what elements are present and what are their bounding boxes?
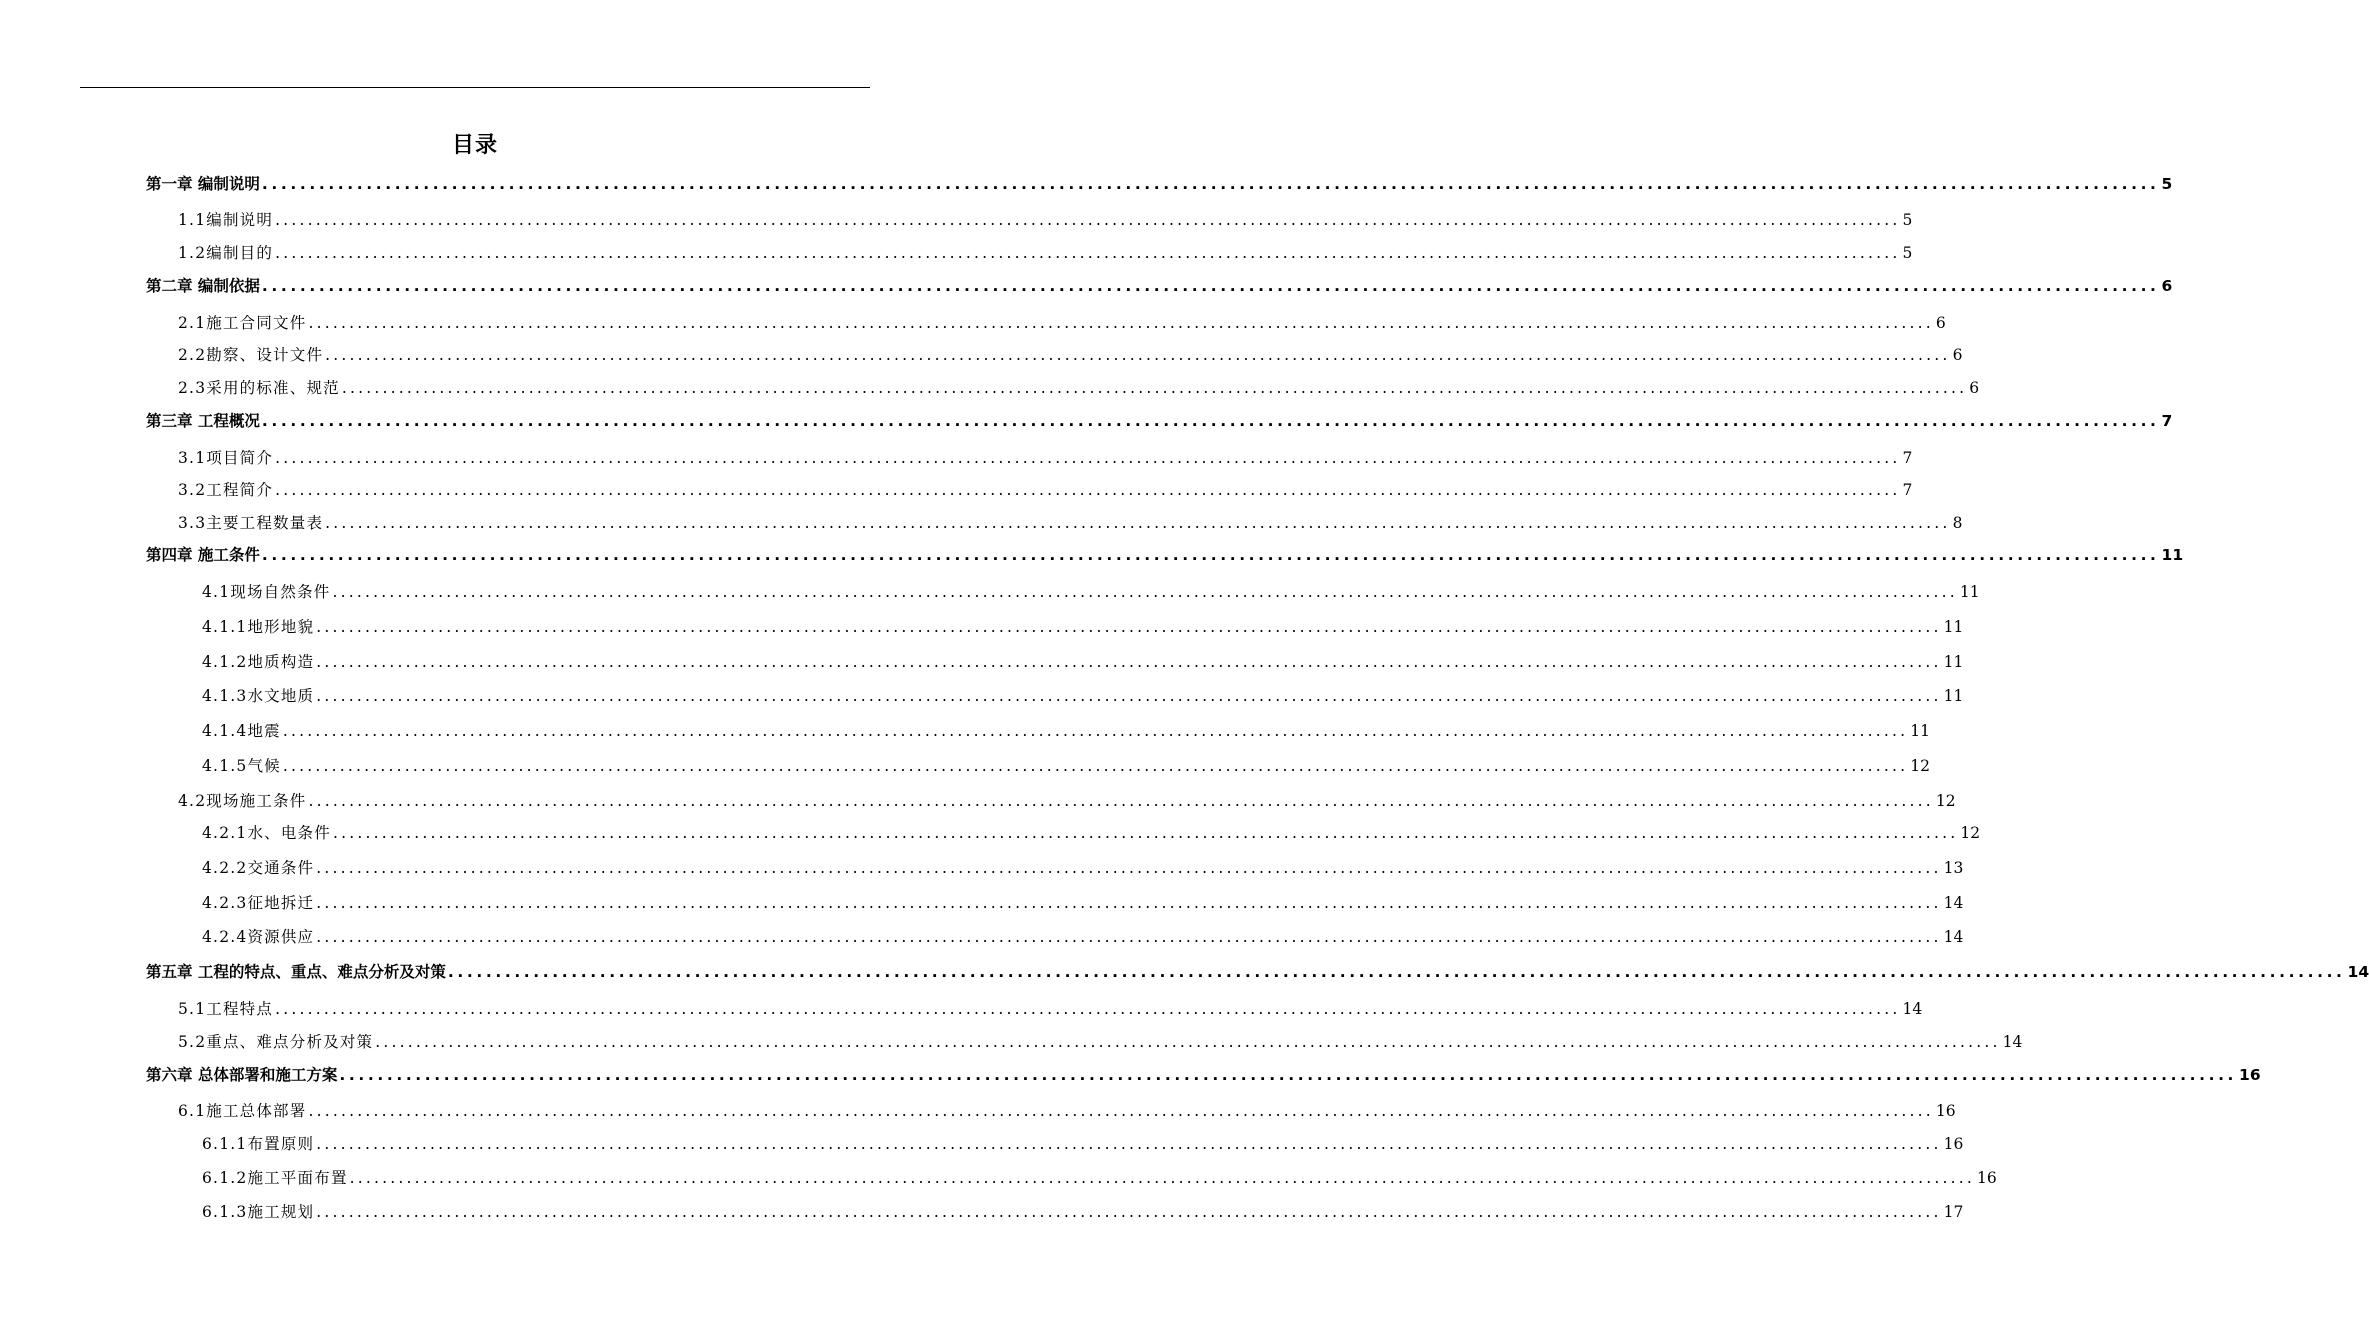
toc-leader-dots: ........................................................................................................................................................................................................	[339, 1066, 2238, 1084]
toc-entry-page-number: 7	[1902, 449, 1913, 467]
toc-entry[interactable]	[178, 446, 1913, 468]
toc-leader-dots: ........................................................................................................................................................................................................	[275, 211, 1901, 229]
toc-entry[interactable]	[178, 208, 1913, 230]
toc-entry-page-number: 16	[1935, 1102, 1956, 1120]
toc-leader-dots: ........................................................................................................................................................................................................	[332, 824, 1959, 842]
toc-leader-dots: ........................................................................................................................................................................................................	[316, 687, 1942, 705]
toc-entry-label: 第三章 工程概况	[146, 412, 260, 430]
toc-entry-label: 6.1.3施工规划	[202, 1203, 315, 1221]
toc-entry-page-number: 14	[2002, 1033, 2023, 1051]
toc-entry-page-number: 7	[1902, 481, 1913, 499]
toc-entry-page-number: 16	[2239, 1066, 2261, 1084]
toc-entry-page-number: 12	[1935, 792, 1956, 810]
toc-entry-label: 2.1施工合同文件	[178, 314, 307, 332]
toc-leader-dots: ........................................................................................................................................................................................................	[341, 379, 1968, 397]
toc-leader-dots: ........................................................................................................................................................................................................	[375, 1033, 2001, 1051]
toc-entry[interactable]	[146, 274, 2173, 296]
toc-entry-page-number: 14	[2347, 963, 2369, 981]
toc-entry-label: 4.1.4地震	[202, 722, 281, 740]
toc-entry-page-number: 11	[1943, 687, 1964, 705]
toc-leader-dots: ........................................................................................................................................................................................................	[261, 277, 2160, 295]
toc-entry-page-number: 14	[1902, 1000, 1923, 1018]
toc-entry[interactable]	[178, 376, 1980, 398]
toc-leader-dots: ........................................................................................................................................................................................................	[349, 1169, 1976, 1187]
toc-entry-label: 4.1.5气候	[202, 757, 281, 775]
toc-leader-dots: ........................................................................................................................................................................................................	[282, 722, 1909, 740]
toc-entry-label: 4.2.1水、电条件	[202, 824, 331, 842]
toc-entry[interactable]	[202, 684, 1964, 706]
toc-entry-page-number: 16	[1977, 1169, 1997, 1187]
toc-entry-page-number: 16	[1943, 1135, 1964, 1153]
toc-leader-dots: ........................................................................................................................................................................................................	[275, 449, 1901, 467]
toc-entry-label: 3.3主要工程数量表	[178, 514, 324, 532]
toc-entry-label: 第一章 编制说明	[146, 175, 260, 193]
toc-leader-dots: ........................................................................................................................................................................................................	[316, 859, 1942, 877]
toc-leader-dots: ........................................................................................................................................................................................................	[261, 175, 2160, 193]
toc-leader-dots: ........................................................................................................................................................................................................	[275, 481, 1901, 499]
toc-entry[interactable]	[178, 789, 1956, 811]
toc-leader-dots: ........................................................................................................................................................................................................	[325, 514, 1951, 532]
toc-entry-page-number: 14	[1943, 894, 1964, 912]
toc-entry-label: 4.2.2交通条件	[202, 859, 315, 877]
toc-entry[interactable]	[202, 1132, 1964, 1154]
toc-entry-page-number: 11	[1943, 618, 1964, 636]
toc-entry-page-number: 7	[2161, 412, 2173, 430]
toc-entry[interactable]	[178, 311, 1946, 333]
toc-entry[interactable]	[202, 821, 1981, 843]
toc-entry[interactable]	[178, 241, 1913, 263]
toc-entry-label: 4.1.2地质构造	[202, 653, 315, 671]
toc-entry-label: 第二章 编制依据	[146, 277, 260, 295]
toc-entry-page-number: 11	[2161, 546, 2184, 564]
toc-entry[interactable]	[178, 511, 1963, 533]
toc-entry[interactable]	[146, 1063, 2261, 1085]
toc-entry[interactable]	[178, 478, 1913, 500]
toc-entry-label: 第五章 工程的特点、重点、难点分析及对策	[146, 963, 446, 981]
toc-entry[interactable]	[202, 615, 1964, 637]
toc-entry-page-number: 12	[1910, 757, 1930, 775]
toc-entry-page-number: 12	[1960, 824, 1981, 842]
toc-entry-label: 3.2工程简介	[178, 481, 274, 499]
toc-leader-dots: ........................................................................................................................................................................................................	[316, 653, 1942, 671]
toc-entry-page-number: 6	[1969, 379, 1980, 397]
toc-entry-page-number: 6	[1935, 314, 1946, 332]
toc-leader-dots: ........................................................................................................................................................................................................	[325, 346, 1951, 364]
toc-entry-label: 4.2现场施工条件	[178, 792, 307, 810]
toc-leader-dots: ........................................................................................................................................................................................................	[275, 1000, 1901, 1018]
toc-leader-dots: ........................................................................................................................................................................................................	[275, 244, 1901, 262]
toc-entry-label: 2.2勘察、设计文件	[178, 346, 324, 364]
toc-entry-label: 6.1.1布置原则	[202, 1135, 315, 1153]
toc-leader-dots: ........................................................................................................................................................................................................	[316, 1135, 1942, 1153]
toc-entry-page-number: 5	[2161, 175, 2173, 193]
toc-entry-label: 6.1施工总体部署	[178, 1102, 307, 1120]
toc-entry-page-number: 8	[1952, 514, 1963, 532]
toc-leader-dots: ........................................................................................................................................................................................................	[261, 412, 2160, 430]
toc-entry[interactable]	[146, 172, 2173, 194]
toc-entry-label: 1.2编制目的	[178, 244, 274, 262]
toc-entry[interactable]	[202, 856, 1964, 878]
toc-leader-dots: ........................................................................................................................................................................................................	[316, 1203, 1942, 1221]
toc-leader-dots: ........................................................................................................................................................................................................	[316, 894, 1942, 912]
toc-leader-dots: ........................................................................................................................................................................................................	[308, 792, 1934, 810]
toc-entry[interactable]	[178, 343, 1963, 365]
toc-leader-dots: ........................................................................................................................................................................................................	[261, 546, 2160, 564]
toc-entry[interactable]	[202, 580, 1980, 602]
toc-entry[interactable]	[202, 925, 1964, 947]
toc-entry-page-number: 17	[1943, 1203, 1964, 1221]
toc-leader-dots: ........................................................................................................................................................................................................	[282, 757, 1909, 775]
toc-title: 目录	[451, 133, 498, 158]
toc-entry[interactable]	[146, 960, 2369, 982]
toc-entry-label: 4.1现场自然条件	[202, 583, 331, 601]
toc-entry[interactable]	[178, 1030, 2023, 1052]
toc-entry-label: 4.2.4资源供应	[202, 928, 315, 946]
toc-leader-dots: ........................................................................................................................................................................................................	[447, 963, 2346, 981]
toc-entry-label: 2.3采用的标准、规范	[178, 379, 340, 397]
toc-entry-page-number: 6	[2161, 277, 2173, 295]
toc-entry[interactable]	[178, 997, 1923, 1019]
toc-entry-page-number: 14	[1943, 928, 1964, 946]
toc-entry[interactable]	[202, 754, 1930, 776]
toc-entry[interactable]	[202, 891, 1964, 913]
toc-entry-label: 4.2.3征地拆迁	[202, 894, 315, 912]
toc-leader-dots: ........................................................................................................................................................................................................	[308, 314, 1934, 332]
toc-leader-dots: ........................................................................................................................................................................................................	[308, 1102, 1934, 1120]
toc-leader-dots: ........................................................................................................................................................................................................	[332, 583, 1958, 601]
toc-entry[interactable]	[202, 1166, 1997, 1188]
toc-entry-label: 第四章 施工条件	[146, 546, 260, 564]
toc-entry-page-number: 11	[1943, 653, 1964, 671]
toc-entry-page-number: 11	[1910, 722, 1930, 740]
toc-entry-page-number: 13	[1943, 859, 1964, 877]
toc-entry[interactable]	[202, 1200, 1964, 1222]
toc-entry-page-number: 5	[1902, 211, 1913, 229]
toc-entry[interactable]	[146, 409, 2173, 431]
toc-entry-label: 第六章 总体部署和施工方案	[146, 1066, 338, 1084]
toc-entry-label: 6.1.2施工平面布置	[202, 1169, 348, 1187]
toc-entry-page-number: 11	[1959, 583, 1980, 601]
toc-leader-dots: ........................................................................................................................................................................................................	[316, 618, 1942, 636]
toc-entry-page-number: 6	[1952, 346, 1963, 364]
toc-entry-page-number: 5	[1902, 244, 1913, 262]
toc-entry-label: 4.1.3水文地质	[202, 687, 315, 705]
toc-entry-label: 5.2重点、难点分析及对策	[178, 1033, 374, 1051]
toc-entry-label: 1.1编制说明	[178, 211, 274, 229]
toc-entry-label: 5.1工程特点	[178, 1000, 274, 1018]
toc-entry-label: 3.1项目简介	[178, 449, 274, 467]
toc-leader-dots: ........................................................................................................................................................................................................	[316, 928, 1942, 946]
toc-entry-label: 4.1.1地形地貌	[202, 618, 315, 636]
toc-entry[interactable]	[202, 650, 1964, 672]
toc-entry[interactable]	[146, 543, 2184, 565]
toc-entry[interactable]	[202, 719, 1930, 741]
toc-entry[interactable]	[178, 1099, 1956, 1121]
